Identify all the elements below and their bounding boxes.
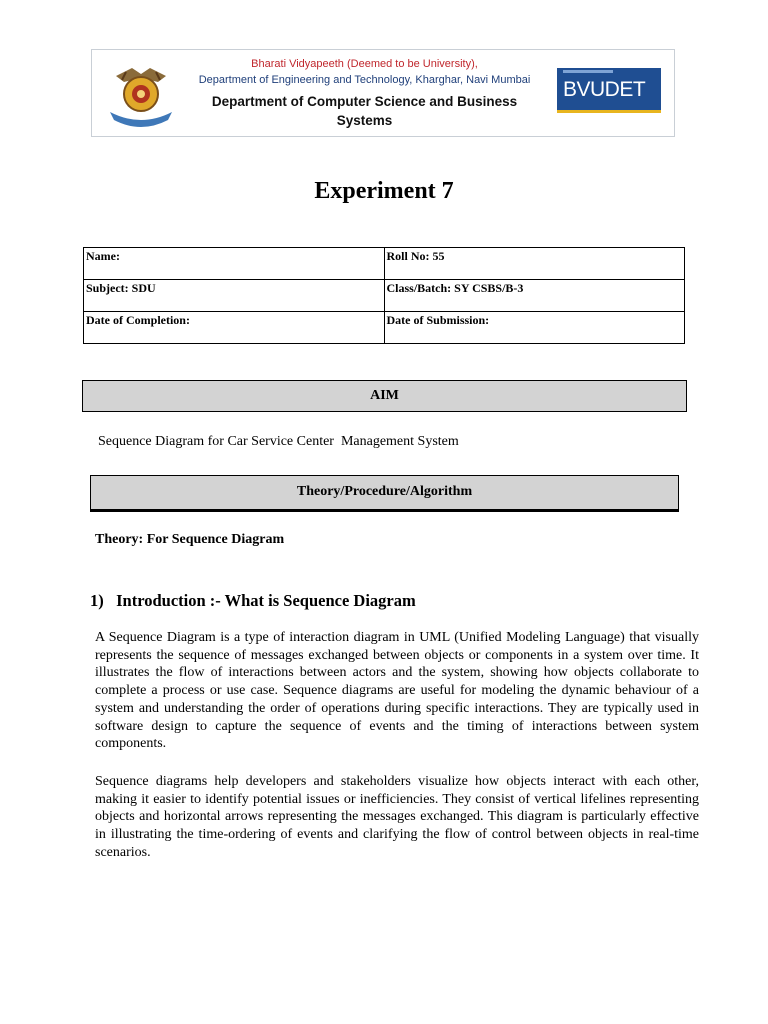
subject-cell: Subject: SDU (84, 280, 385, 312)
bvudet-logo-text: BVUDET (563, 78, 646, 101)
page-title: Experiment 7 (314, 178, 454, 204)
theory-section-bar: Theory/Procedure/Algorithm (90, 475, 679, 510)
header-text-block (187, 56, 542, 130)
intro-heading-text: Introduction :- What is Sequence Diagram (116, 591, 416, 610)
department-name: Department of Computer Science and Business Systems (211, 94, 518, 128)
header-banner (91, 49, 675, 137)
university-emblem-icon (102, 54, 180, 134)
aim-text: Sequence Diagram for Car Service Center Management System (98, 434, 459, 449)
department-location: Department of Engineering and Technology, Kharghar, Navi Mumbai (198, 74, 531, 86)
date-submission-cell: Date of Submission: (384, 312, 685, 344)
paragraph-1: A Sequence Diagram is a type of interaction diagram in UML (Unified Modeling Language) that visually represents the sequence of messages exchanged between objects or components in a system over time. It illustrates the flow of interactions between actors and the system, showing how objects collaborate to complete a process or use case. Sequence diagrams are useful for modeling the dynamic behaviour of a system and understanding the order of operations during specific interactions. They are typically used in software design to capture the sequence of events and the timing of interactions between system components. (95, 630, 699, 752)
class-batch-cell: Class/Batch: SY CSBS/B-3 (384, 280, 685, 312)
paragraph-2: Sequence diagrams help developers and stakeholders visualize how objects interact with each other, making it easier to identify potential issues or inefficiencies. They consist of vertical lifelines representing objects and horizontal arrows representing the messages exchanged. This diagram is particularly effective in illustrating the time-ordering of events and clarifying the flow of control between objects in real-time scenarios. (95, 774, 699, 860)
info-table (83, 247, 685, 344)
intro-number: 1) (90, 591, 104, 610)
roll-no-cell: Roll No: 55 (384, 248, 685, 280)
name-cell: Name: (84, 248, 385, 280)
bvudet-logo (557, 68, 661, 110)
university-name: Bharati Vidyapeeth (Deemed to be University), (251, 58, 478, 70)
intro-heading (90, 591, 416, 611)
aim-section-bar: AIM (82, 380, 687, 412)
date-completion-cell: Date of Completion: (84, 312, 385, 344)
theory-heading: Theory: For Sequence Diagram (95, 532, 285, 547)
